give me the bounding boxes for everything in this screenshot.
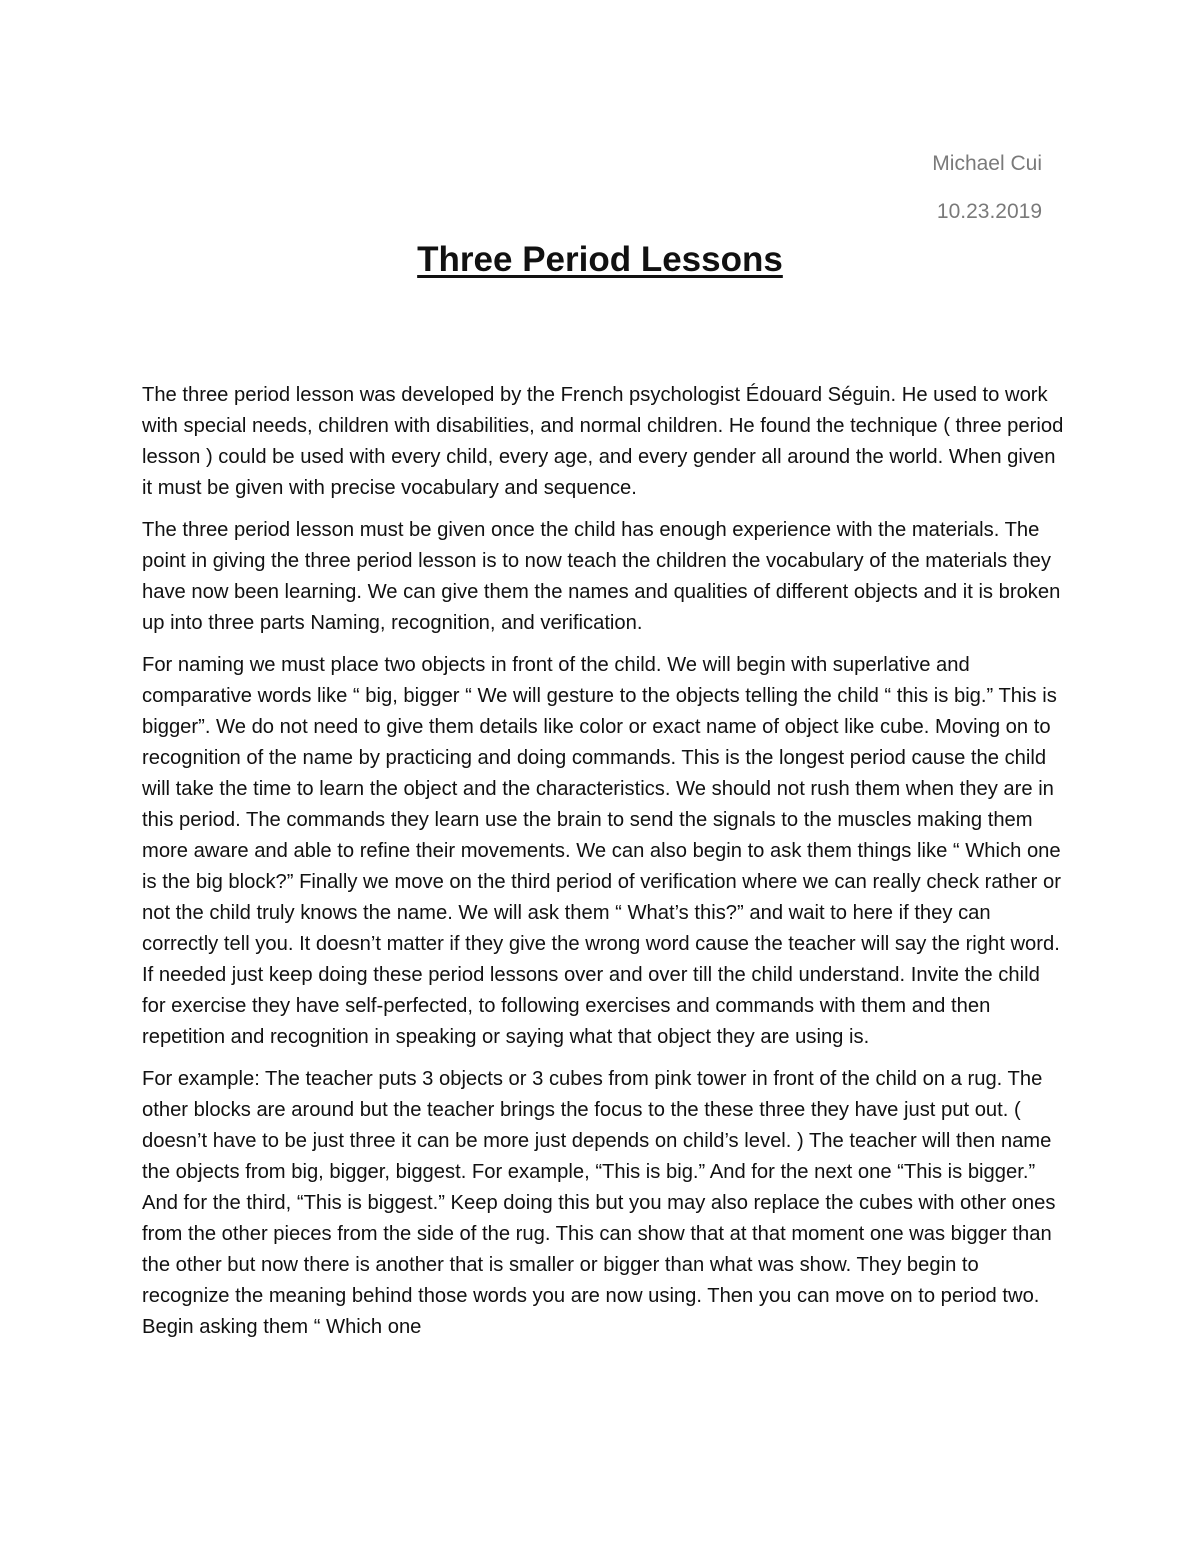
paragraph-periods: For naming we must place two objects in front of the child. We will begin with superlative and comparative words like “ big, bigger “ We will gesture to the objects telling the child “ this is big.” This is bigger”. We do not need to give them details like color or exact name of object like cube. Moving on to recognition of the name by practicing and doing commands. This is the longest period cause the child will take the time to learn the object and the characteristics. We should not rush them when they are in this period. The commands they learn use the brain to send the signals to the muscles making them more aware and able to refine their movements. We can also begin to ask them things like “ Which one is the big block?” Finally we move on the third period of verification where we can really check rather or not the child truly knows the name. We will ask them “ What’s this?” and wait to here if they can correctly tell you. It doesn’t matter if they give the wrong word cause the teacher will say the right word. If needed just keep doing these period lessons over and over till the child understand. Invite the child for exercise they have self-perfected, to following exercises and commands with them and then repetition and recognition in speaking or saying what that object they are using is. bbox=[142, 654, 1061, 1048]
document-body bbox=[142, 380, 1068, 1354]
paragraph-purpose: The three period lesson must be given once the child has enough experience with the materials. The point in giving the three period lesson is to now teach the children the vocabulary of the materials they have now been learning. We can give them the names and qualities of different objects and it is broken up into three parts Naming, recognition, and verification. bbox=[142, 519, 1061, 634]
author-name: Michael Cui bbox=[932, 152, 1042, 175]
document-date: 10.23.2019 bbox=[936, 200, 1042, 223]
header-block bbox=[932, 140, 1042, 236]
paragraph-example: For example: The teacher puts 3 objects or 3 cubes from pink tower in front of the child on a rug. The other blocks are around but the teacher brings the focus to the these three they have just put out. ( doesn’t have to be just three it can be more just depends on child’s level. ) The teacher will then name the objects from big, bigger, biggest. For example, “This is big.” And for the next one “This is bigger.” And for the third, “This is biggest.” Keep doing this but you may also replace the cubes with other ones from the other pieces from the side of the rug. This can show that at that moment one was bigger than the other but now there is another that is smaller or bigger than what was show. They begin to recognize the meaning behind those words you are now using. Then you can move on to period two. Begin asking them “ Which one bbox=[142, 1068, 1056, 1338]
document-title: Three Period Lessons bbox=[417, 240, 783, 279]
paragraph-intro: The three period lesson was developed by the French psychologist Édouard Séguin. He used to work with special needs, children with disabilities, and normal children. He found the technique ( three period lesson ) could be used with every child, every age, and every gender all around the world. When given it must be given with precise vocabulary and sequence. bbox=[142, 384, 1064, 499]
